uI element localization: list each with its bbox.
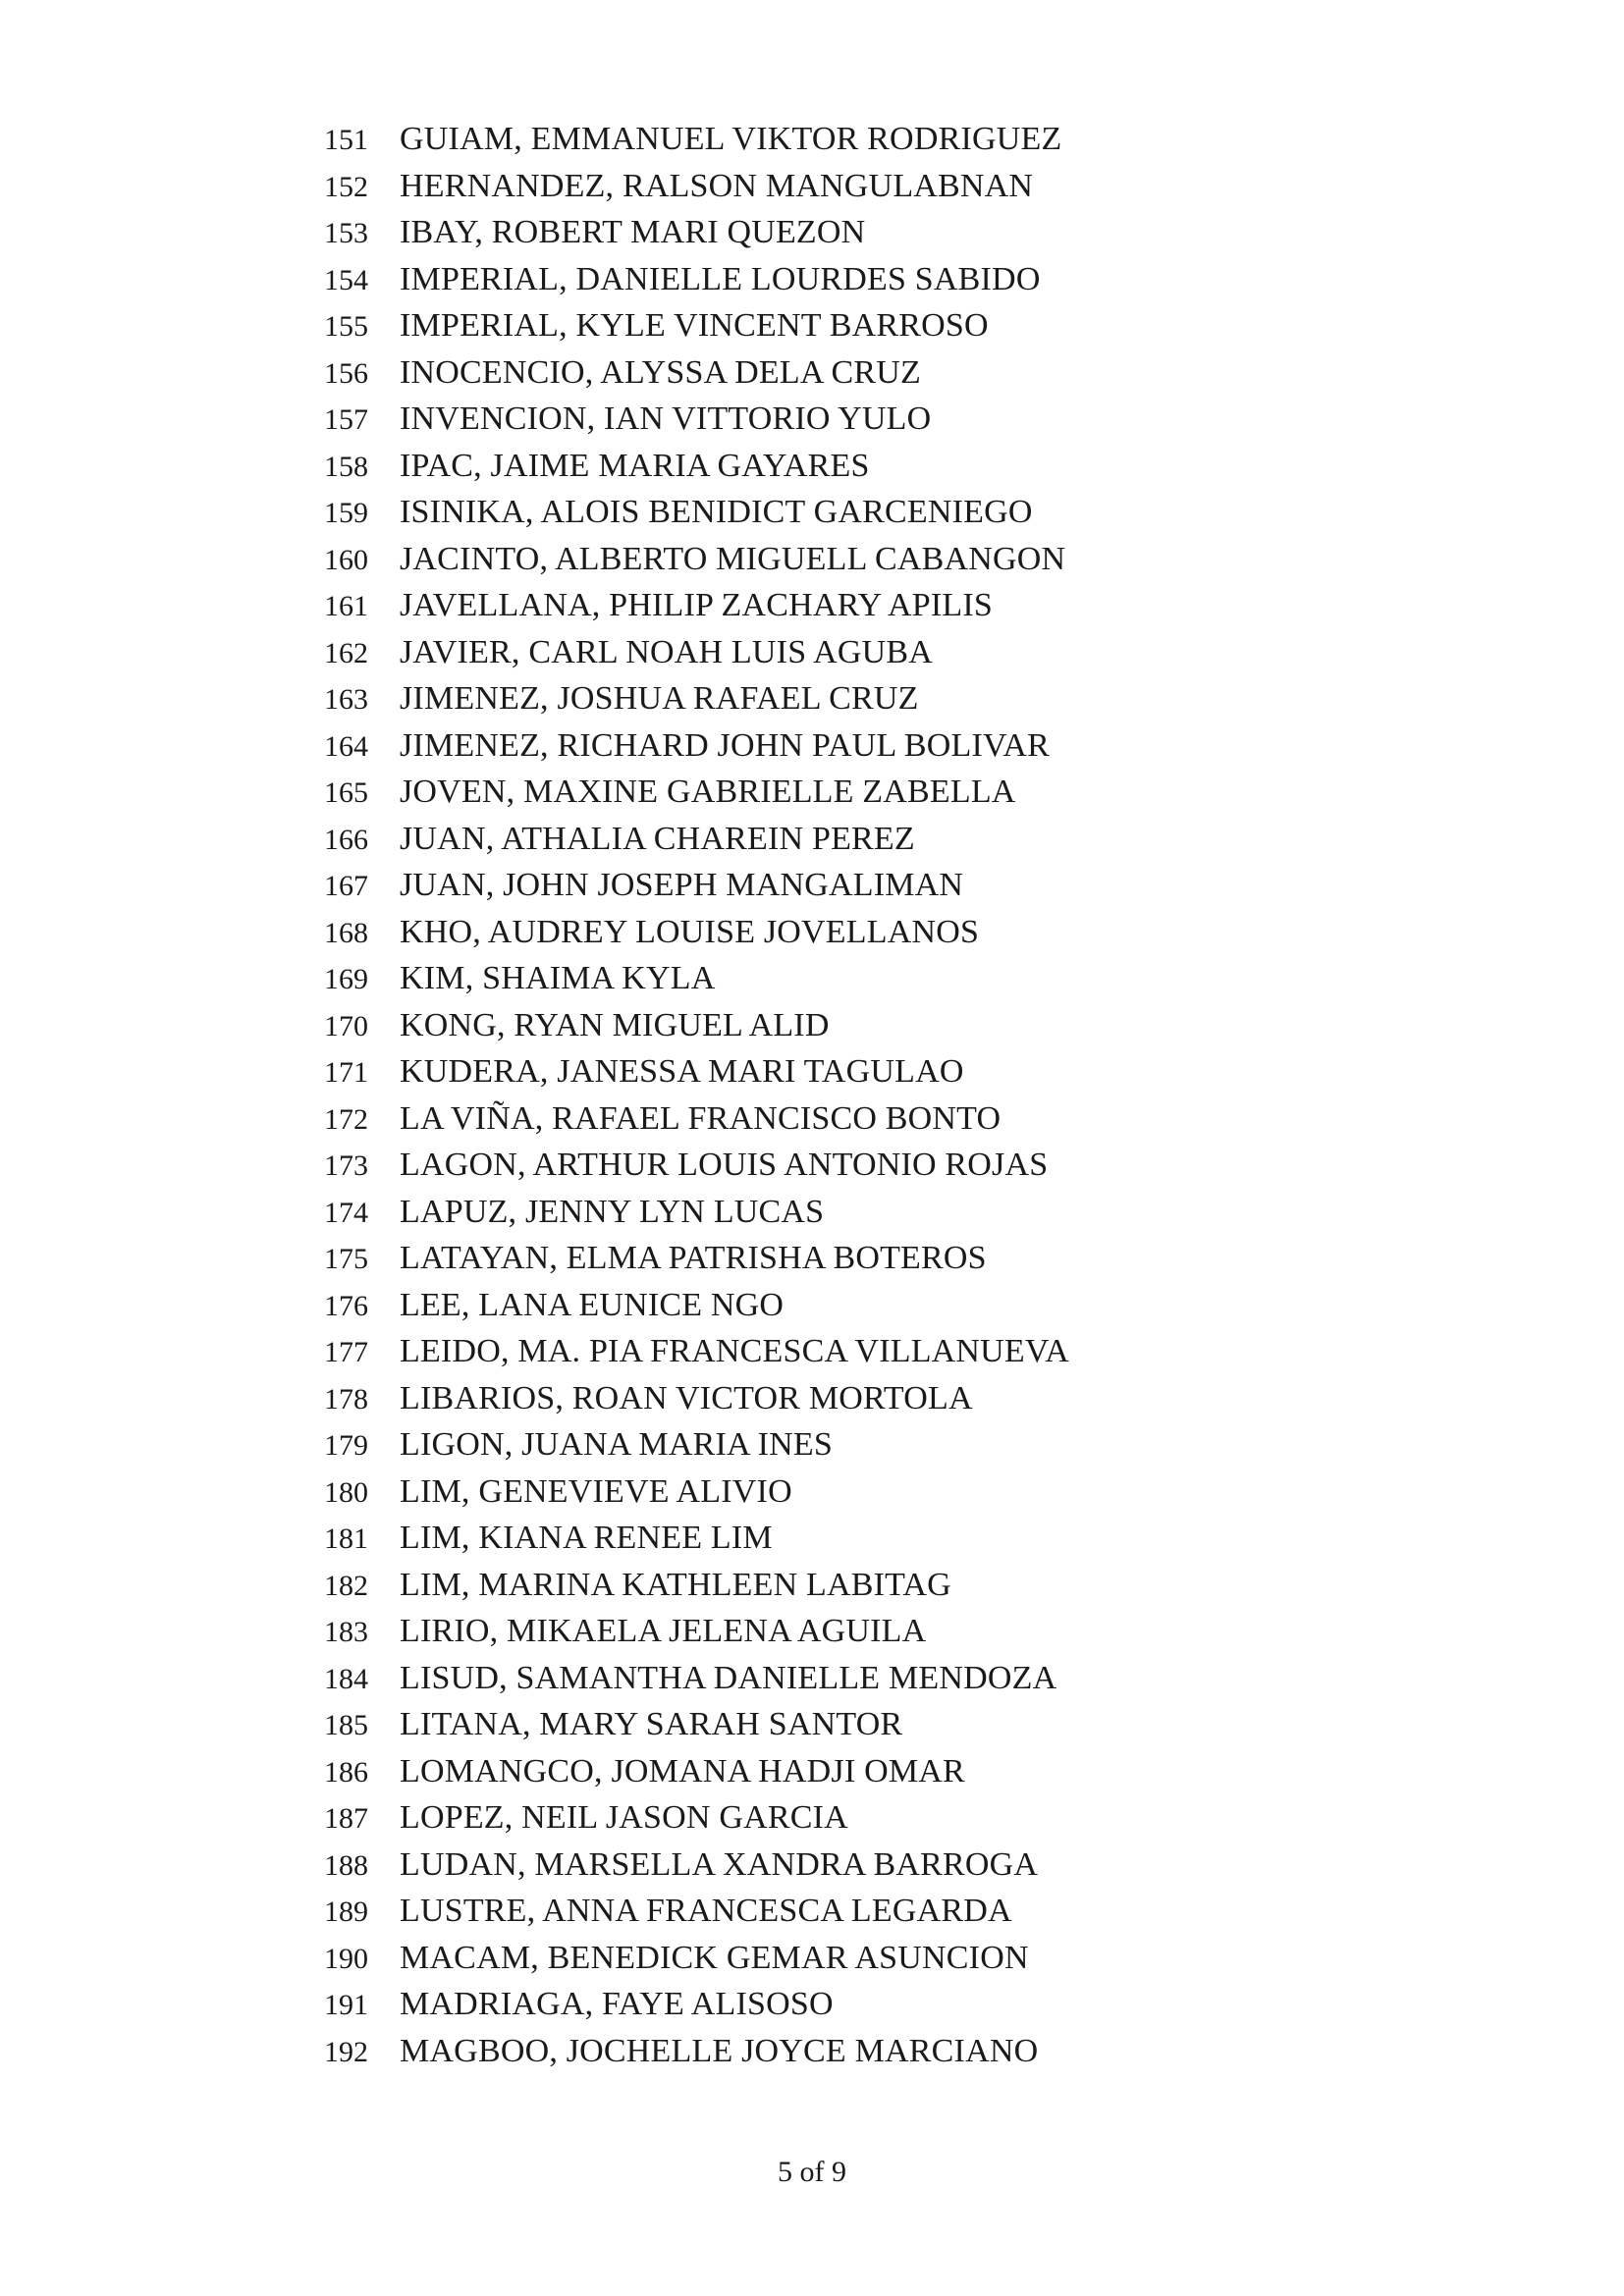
entry-number: 158 xyxy=(324,450,368,483)
list-item xyxy=(324,448,1069,495)
entry-name: MACAM, BENEDICK GEMAR ASUNCION xyxy=(400,1939,1029,1976)
list-item xyxy=(324,1240,1069,1287)
page-number: 5 of 9 xyxy=(778,2156,846,2188)
entry-name: LA VIÑA, RAFAEL FRANCISCO BONTO xyxy=(400,1099,1001,1137)
entry-name: LOMANGCO, JOMANA HADJI OMAR xyxy=(400,1752,965,1789)
entry-number: 179 xyxy=(324,1429,368,1462)
entry-number: 163 xyxy=(324,683,368,716)
list-item xyxy=(324,1147,1069,1194)
entry-name: JACINTO, ALBERTO MIGUELL CABANGON xyxy=(400,540,1066,577)
list-item xyxy=(324,1753,1069,1800)
list-item xyxy=(324,774,1069,821)
entry-number: 151 xyxy=(324,124,368,156)
entry-name: GUIAM, EMMANUEL VIKTOR RODRIGUEZ xyxy=(400,121,1062,157)
entry-number: 156 xyxy=(324,356,368,390)
entry-number: 168 xyxy=(324,916,368,949)
list-item xyxy=(324,1567,1069,1614)
list-item xyxy=(324,1426,1069,1473)
entry-name: LIRIO, MIKAELA JELENA AGUILA xyxy=(400,1613,927,1649)
entry-number: 167 xyxy=(324,870,368,902)
list-item xyxy=(324,121,1069,168)
entry-name: LUSTRE, ANNA FRANCESCA LEGARDA xyxy=(400,1893,1012,1929)
list-item xyxy=(324,867,1069,914)
list-item xyxy=(324,1007,1069,1054)
entry-name: JAVIER, CARL NOAH LUIS AGUBA xyxy=(400,633,934,670)
entry-number: 165 xyxy=(324,776,368,809)
list-item xyxy=(324,1473,1069,1521)
entry-number: 176 xyxy=(324,1289,368,1322)
entry-number: 169 xyxy=(324,963,368,995)
list-item xyxy=(324,214,1069,261)
entry-number: 190 xyxy=(324,1942,368,1975)
list-item xyxy=(324,821,1069,868)
entry-number: 161 xyxy=(324,590,368,622)
entry-name: LITANA, MARY SARAH SANTOR xyxy=(400,1706,903,1742)
entry-name: LIM, KIANA RENEE LIM xyxy=(400,1520,773,1556)
entry-name: IMPERIAL, KYLE VINCENT BARROSO xyxy=(400,307,989,344)
entry-number: 164 xyxy=(324,729,368,763)
list-item xyxy=(324,1520,1069,1567)
entry-number: 155 xyxy=(324,310,368,343)
entry-name: KONG, RYAN MIGUEL ALID xyxy=(400,1006,830,1043)
entry-number: 192 xyxy=(324,2035,368,2068)
entry-number: 174 xyxy=(324,1196,368,1229)
entry-name: LIBARIOS, ROAN VICTOR MORTOLA xyxy=(400,1379,973,1416)
list-item xyxy=(324,680,1069,727)
entry-number: 172 xyxy=(324,1102,368,1136)
list-item xyxy=(324,2033,1069,2080)
entry-name: IPAC, JAIME MARIA GAYARES xyxy=(400,447,870,484)
entry-name: LISUD, SAMANTHA DANIELLE MENDOZA xyxy=(400,1659,1057,1696)
entry-name: ISINIKA, ALOIS BENIDICT GARCENIEGO xyxy=(400,494,1033,530)
list-item xyxy=(324,1194,1069,1241)
entry-number: 157 xyxy=(324,403,368,436)
entry-number: 177 xyxy=(324,1336,368,1368)
entry-number: 187 xyxy=(324,1802,368,1835)
entry-number: 170 xyxy=(324,1009,368,1042)
list-item xyxy=(324,1333,1069,1380)
entry-name: JAVELLANA, PHILIP ZACHARY APILIS xyxy=(400,587,993,623)
name-list xyxy=(324,121,1069,2079)
entry-name: INOCENCIO, ALYSSA DELA CRUZ xyxy=(400,353,921,391)
entry-name: LIGON, JUANA MARIA INES xyxy=(400,1426,833,1463)
list-item xyxy=(324,1706,1069,1753)
list-item xyxy=(324,1100,1069,1148)
list-item xyxy=(324,261,1069,308)
entry-name: LIM, MARINA KATHLEEN LABITAG xyxy=(400,1566,951,1603)
entry-name: JIMENEZ, JOSHUA RAFAEL CRUZ xyxy=(400,680,919,717)
entry-name: MAGBOO, JOCHELLE JOYCE MARCIANO xyxy=(400,2032,1039,2069)
list-item xyxy=(324,1986,1069,2033)
entry-name: LEIDO, MA. PIA FRANCESCA VILLANUEVA xyxy=(400,1333,1070,1369)
list-item xyxy=(324,1846,1069,1894)
entry-number: 162 xyxy=(324,636,368,669)
list-item xyxy=(324,1053,1069,1100)
list-item xyxy=(324,914,1069,961)
entry-name: LOPEZ, NEIL JASON GARCIA xyxy=(400,1799,848,1836)
list-item xyxy=(324,727,1069,774)
entry-number: 173 xyxy=(324,1149,368,1182)
entry-number: 191 xyxy=(324,1989,368,2021)
list-item xyxy=(324,960,1069,1007)
entry-number: 171 xyxy=(324,1056,368,1089)
entry-name: INVENCION, IAN VITTORIO YULO xyxy=(400,400,932,437)
entry-number: 166 xyxy=(324,823,368,856)
entry-number: 185 xyxy=(324,1709,368,1741)
entry-number: 152 xyxy=(324,170,368,203)
entry-name: IBAY, ROBERT MARI QUEZON xyxy=(400,214,866,250)
entry-name: LIM, GENEVIEVE ALIVIO xyxy=(400,1472,792,1510)
list-item xyxy=(324,587,1069,634)
list-item xyxy=(324,1287,1069,1334)
entry-number: 188 xyxy=(324,1848,368,1882)
entry-name: JUAN, JOHN JOSEPH MANGALIMAN xyxy=(400,867,964,903)
entry-number: 189 xyxy=(324,1896,368,1928)
entry-number: 154 xyxy=(324,263,368,296)
entry-name: JUAN, ATHALIA CHAREIN PEREZ xyxy=(400,820,915,857)
list-item xyxy=(324,1893,1069,1940)
entry-number: 153 xyxy=(324,217,368,249)
list-item xyxy=(324,354,1069,401)
entry-number: 186 xyxy=(324,1755,368,1789)
entry-name: LUDAN, MARSELLA XANDRA BARROGA xyxy=(400,1845,1039,1883)
entry-name: KUDERA, JANESSA MARI TAGULAO xyxy=(400,1053,964,1090)
entry-name: JIMENEZ, RICHARD JOHN PAUL BOLIVAR xyxy=(400,726,1050,764)
entry-number: 184 xyxy=(324,1662,368,1695)
entry-name: LAGON, ARTHUR LOUIS ANTONIO ROJAS xyxy=(400,1147,1049,1183)
list-item xyxy=(324,494,1069,541)
list-item xyxy=(324,307,1069,354)
list-item xyxy=(324,400,1069,448)
entry-number: 182 xyxy=(324,1569,368,1602)
list-item xyxy=(324,634,1069,681)
list-item xyxy=(324,1380,1069,1427)
list-item xyxy=(324,1660,1069,1707)
entry-name: IMPERIAL, DANIELLE LOURDES SABIDO xyxy=(400,260,1041,297)
entry-number: 180 xyxy=(324,1475,368,1509)
entry-name: LATAYAN, ELMA PATRISHA BOTEROS xyxy=(400,1240,987,1276)
entry-name: MADRIAGA, FAYE ALISOSO xyxy=(400,1986,834,2022)
entry-number: 181 xyxy=(324,1522,368,1555)
entry-name: JOVEN, MAXINE GABRIELLE ZABELLA xyxy=(400,774,1016,810)
list-item xyxy=(324,1940,1069,1987)
entry-number: 159 xyxy=(324,497,368,529)
list-item xyxy=(324,1799,1069,1846)
entry-name: LAPUZ, JENNY LYN LUCAS xyxy=(400,1193,825,1230)
entry-name: LEE, LANA EUNICE NGO xyxy=(400,1286,785,1323)
entry-number: 178 xyxy=(324,1382,368,1415)
list-item xyxy=(324,168,1069,215)
entry-name: HERNANDEZ, RALSON MANGULABNAN xyxy=(400,167,1034,204)
list-item xyxy=(324,1613,1069,1660)
entry-number: 175 xyxy=(324,1243,368,1275)
entry-name: KHO, AUDREY LOUISE JOVELLANOS xyxy=(400,913,980,950)
entry-number: 160 xyxy=(324,543,368,576)
entry-number: 183 xyxy=(324,1616,368,1648)
list-item xyxy=(324,541,1069,588)
entry-name: KIM, SHAIMA KYLA xyxy=(400,960,716,996)
